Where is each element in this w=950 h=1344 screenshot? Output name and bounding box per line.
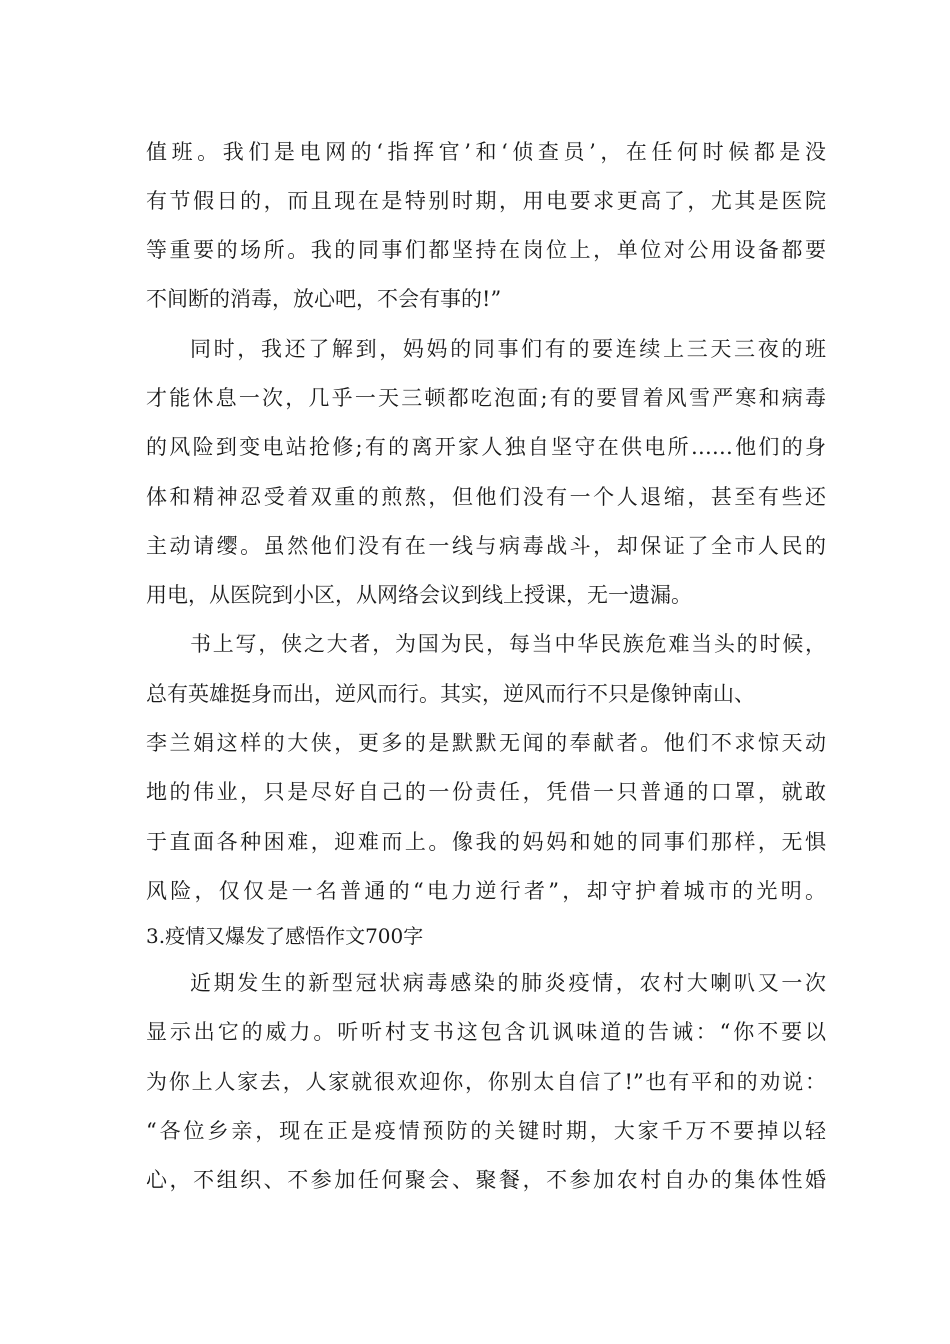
text-line: “各位乡亲，现在正是疫情预防的关键时期，大家千万不要掉以轻 <box>146 1119 826 1143</box>
text-line: 不间断的消毒，放心吧，不会有事的!” <box>146 287 502 311</box>
text-line: 的风险到变电站抢修;有的离开家人独自坚守在供电所……他们的身 <box>146 435 826 459</box>
text-line: 才能休息一次，几乎一天三顿都吃泡面;有的要冒着风雪严寒和病毒 <box>146 386 826 410</box>
text-line: 主动请缨。虽然他们没有在一线与病毒战斗，却保证了全市人民的 <box>146 534 826 558</box>
text-line: 心，不组织、不参加任何聚会、聚餐，不参加农村自办的集体性婚 <box>146 1168 826 1192</box>
text-line: 总有英雄挺身而出，逆风而行。其实，逆风而行不只是像钟南山、 <box>146 682 755 706</box>
paragraph-first-line: 近期发生的新型冠状病毒感染的肺炎疫情，农村大喇叭又一次 <box>190 971 826 995</box>
text-line: 有节假日的，而且现在是特别时期，用电要求更高了，尤其是医院 <box>146 189 826 213</box>
section-heading: 3.疫情又爆发了感悟作文700字 <box>146 924 424 948</box>
text-line: 等重要的场所。我的同事们都坚持在岗位上，单位对公用设备都要 <box>146 238 826 262</box>
text-line: 为你上人家去，人家就很欢迎你，你别太自信了!”也有平和的劝说： <box>146 1070 826 1094</box>
text-line: 地的伟业，只是尽好自己的一份责任，凭借一只普通的口罩，就敢 <box>146 780 826 804</box>
paragraph-first-line: 书上写，侠之大者，为国为民，每当中华民族危难当头的时候， <box>190 632 826 656</box>
text-line: 显示出它的威力。听听村支书这包含讥讽味道的告诫：“你不要以 <box>146 1020 826 1044</box>
text-line: 风险，仅仅是一名普通的“电力逆行者”，却守护着城市的光明。 <box>146 879 826 903</box>
text-line: 李兰娟这样的大侠，更多的是默默无闻的奉献者。他们不求惊天动 <box>146 731 826 755</box>
text-line: 用电，从医院到小区，从网络会议到线上授课，无一遗漏。 <box>146 583 692 607</box>
text-line: 于直面各种困难，迎难而上。像我的妈妈和她的同事们那样，无惧 <box>146 830 826 854</box>
text-line: 体和精神忍受着双重的煎熬，但他们没有一个人退缩，甚至有些还 <box>146 485 826 509</box>
paragraph-first-line: 同时，我还了解到，妈妈的同事们有的要连续上三天三夜的班 <box>190 337 826 361</box>
text-line: 值班。我们是电网的‘指挥官’和‘侦查员’，在任何时候都是没 <box>146 140 826 164</box>
